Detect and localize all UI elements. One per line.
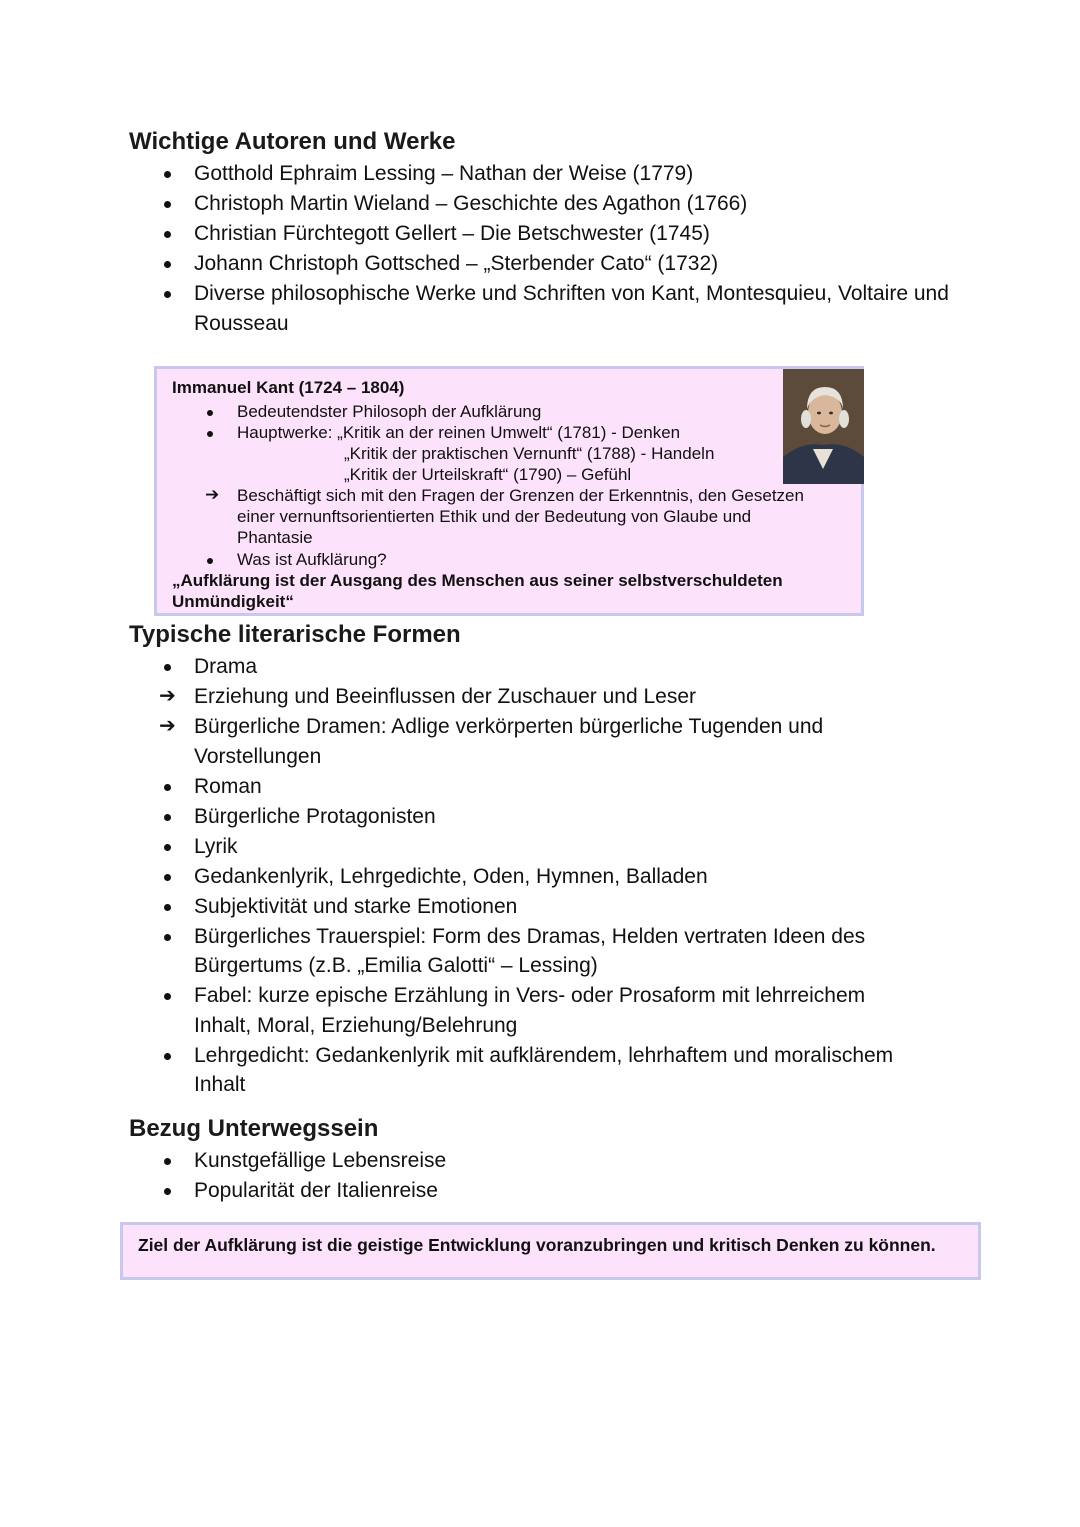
kant-arrow-text: einer vernunftsorientierten Ethik und der Bedeutung von Glaube und — [237, 507, 752, 526]
list-item: Christian Fürchtegott Gellert – Die Betschwester (1745) — [194, 222, 710, 245]
kant-question: Was ist Aufklärung? — [237, 550, 387, 569]
list-item: Johann Christoph Gottsched – „Sterbender Cato“ (1732) — [194, 252, 719, 275]
list-item: Bürgerliches Trauerspiel: Form des Dramas, Helden vertraten Ideen des Bürgertums (z.B. „Emilia Galotti“ – Lessing) — [194, 924, 866, 977]
list-item: Diverse philosophische Werke und Schriften von Kant, Montesquieu, Voltaire und Rousseau — [194, 282, 949, 335]
arrow-icon: ➔ — [205, 485, 220, 504]
kant-arrow-text: Beschäftigt sich mit den Fragen der Grenzen der Erkenntnis, den Gesetzen — [237, 486, 804, 505]
arrow-icon: ➔ — [159, 715, 176, 737]
list-item: Bürgerliche Protagonisten — [194, 804, 436, 828]
kant-info-box — [154, 366, 864, 616]
list-item: ➔ Bürgerliche Dramen: Adlige verkörperten bürgerliche Tugenden und Vorstellungen — [160, 712, 960, 771]
list-item: Christoph Martin Wieland – Geschichte des Agathon (1766) — [194, 192, 748, 215]
list-item: Kunstgefällige Lebensreise — [194, 1149, 447, 1172]
kant-work: „Kritik der Urteilskraft“ (1790) – Gefühl — [344, 465, 632, 484]
list-item: Fabel: kurze epische Erzählung in Vers- oder Prosaform mit lehrreichem Inhalt, Moral, Erziehung/Belehrung — [194, 984, 866, 1037]
goal-text: Ziel der Aufklärung ist die geistige Entwicklung voranzubringen und kritisch Denken zu können. — [138, 1235, 936, 1255]
goal-box — [120, 1222, 981, 1280]
authors-list — [160, 159, 960, 339]
list-item: Drama — [194, 655, 258, 678]
list-item: Subjektivität und starke Emotionen — [194, 894, 518, 918]
heading-forms: Typische literarische Formen — [129, 621, 461, 648]
kant-title: Immanuel Kant (1724 – 1804) — [172, 378, 405, 397]
forms-list — [160, 652, 960, 1100]
travel-list — [160, 1146, 960, 1206]
kant-quote: „Aufklärung ist der Ausgang des Menschen aus seiner selbstverschuldeten Unmündigkeit“ — [172, 571, 783, 611]
portrait-image — [783, 369, 864, 484]
list-item: Gedankenlyrik, Lehrgedichte, Oden, Hymnen, Balladen — [194, 864, 708, 888]
kant-arrow-text: Phantasie — [237, 528, 313, 547]
kant-works: Hauptwerke: „Kritik an der reinen Umwelt“ (1781) - Denken — [237, 423, 681, 442]
heading-travel: Bezug Unterwegssein — [129, 1115, 379, 1142]
heading-authors: Wichtige Autoren und Werke — [129, 128, 456, 155]
arrow-icon: ➔ — [159, 685, 176, 707]
kant-bullet: Bedeutendster Philosoph der Aufklärung — [237, 402, 542, 421]
kant-portrait-icon — [783, 369, 864, 484]
list-item: ➔ Erziehung und Beeinflussen der Zuschauer und Leser — [160, 682, 960, 712]
list-item: Lyrik — [194, 834, 238, 858]
list-item: Popularität der Italienreise — [194, 1179, 438, 1202]
list-item: Gotthold Ephraim Lessing – Nathan der Weise (1779) — [194, 162, 694, 185]
kant-work: „Kritik der praktischen Vernunft“ (1788) - Handeln — [344, 444, 715, 463]
list-item: Roman — [194, 774, 262, 798]
list-item: Lehrgedicht: Gedankenlyrik mit aufklärendem, lehrhaftem und moralischem Inhalt — [194, 1043, 894, 1096]
